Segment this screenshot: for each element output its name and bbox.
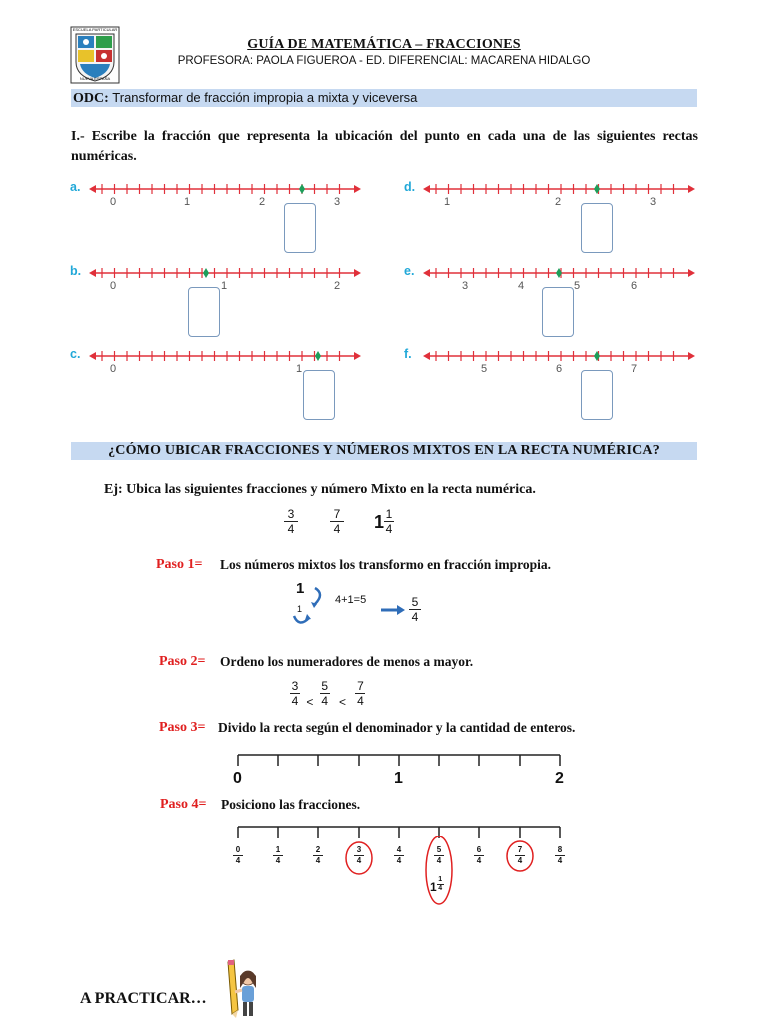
page-subtitle: PROFESORA: PAOLA FIGUEROA - ED. DIFERENCIAL: MACARENA HIDALGO [177, 55, 591, 67]
paso4-label: Paso 4= [160, 797, 207, 812]
paso2-text: Ordeno los numeradores de menos a mayor. [220, 654, 474, 669]
number-line-a [70, 178, 370, 258]
paso3-tick-label: 0 [233, 770, 242, 787]
tick-label: 2 [555, 196, 562, 208]
paso4-fraction: $\frac{0}{4}$ [233, 845, 243, 866]
fraction: $\frac{5}{4}$ [321, 679, 329, 708]
logo-caption-top: ESCUELA PARTICULAR [72, 27, 118, 32]
paso1-diagram [289, 578, 439, 632]
letter-d: d. [404, 180, 416, 194]
example-fractions [284, 507, 394, 538]
answer-box-d[interactable] [581, 203, 613, 253]
number-line-d [404, 178, 704, 258]
answer-box-e[interactable] [542, 287, 574, 337]
letter-e: e. [404, 264, 415, 278]
paso1-label: Paso 1= [156, 557, 203, 572]
mixed-number: 1 $\frac{1}{4}$ [374, 507, 393, 536]
tick-label: 3 [462, 280, 469, 292]
number-line-f [404, 345, 704, 425]
tick-label: 0 [110, 280, 117, 292]
objective-label: ODC: [73, 91, 109, 106]
line-c-svg [88, 345, 363, 369]
paso4-fraction-circled: $\frac{3}{4}$ [354, 845, 364, 868]
paso3-label: Paso 3= [159, 720, 206, 735]
letter-a: a. [70, 180, 81, 194]
fraction: $\frac{7}{4}$ [357, 679, 364, 708]
right-arrow-icon [381, 604, 407, 616]
answer-box-c[interactable] [303, 370, 335, 420]
paso1-result: $\frac{5}{4}$ [409, 595, 421, 624]
paso4-fraction: $\frac{6}{4}$ [474, 845, 484, 868]
curved-arrow-icon [289, 578, 329, 630]
paso4-mixed-number: $^1$ $\frac{1}{4}$ [430, 876, 443, 894]
paso2-ordered-fractions [290, 679, 365, 709]
letter-b: b. [70, 264, 82, 278]
tick-label: 6 [556, 363, 563, 375]
paso3-number-line [228, 752, 573, 768]
tick-label: 7 [631, 363, 638, 375]
paso2-label: Paso 2= [159, 654, 206, 669]
paso1-text: Los números mixtos los transformo en fracción impropia. [220, 557, 551, 572]
paso4-text: Posiciono las fracciones. [221, 797, 361, 812]
line-a-svg [88, 178, 363, 202]
number-line-c [70, 345, 370, 425]
paso1-calc: 4+1=5 [335, 594, 367, 606]
fraction: $\frac{3}{4}$ [291, 679, 299, 708]
letter-f: f. [404, 347, 412, 361]
tick-label: 6 [631, 280, 638, 292]
paso4-fraction: $\frac{1}{4}$ [273, 845, 283, 868]
tick-label: 0 [110, 196, 117, 208]
number-line-b [70, 262, 370, 342]
red-circles [340, 836, 550, 908]
number-line-e [404, 262, 704, 342]
practice-heading: A PRACTICAR… [80, 990, 207, 1007]
paso1-small: 1 [297, 604, 303, 614]
tick-label: 2 [259, 196, 266, 208]
tick-label: 5 [574, 280, 581, 292]
page-title: GUÍA DE MATEMÁTICA – FRACCIONES [247, 37, 521, 52]
objective-text: Transformar de fracción impropia a mixta y viceversa [112, 90, 418, 105]
tick-label: 5 [481, 363, 488, 375]
section1-instruction: I.- Escribe la fracción que representa la ubicación del punto en cada una de las siguientes rectas numéricas. [71, 129, 698, 164]
paso3-tick-label: 1 [394, 770, 403, 787]
fraction: $\frac{7}{4}$ [330, 507, 344, 536]
logo-caption-bottom: NUEVA ESPAÑA [79, 76, 111, 81]
paso4-fraction: $\frac{4}{4}$ [394, 845, 404, 868]
tick-label: 3 [334, 196, 341, 208]
answer-box-f[interactable] [581, 370, 613, 420]
tick-label: 0 [110, 363, 117, 375]
less-than-sign: < [339, 694, 347, 709]
paso4-fraction: $\frac{8}{4}$ [555, 845, 565, 868]
girl-pencil-illustration [218, 958, 260, 1027]
tick-label: 1 [221, 280, 228, 292]
tick-label: 4 [518, 280, 525, 292]
example-text: Ej: Ubica las siguientes fracciones y número Mixto en la recta numérica. [104, 482, 536, 497]
tick-label: 3 [650, 196, 657, 208]
answer-box-b[interactable] [188, 287, 220, 337]
tick-label: 1 [184, 196, 191, 208]
tick-label: 1 [444, 196, 451, 208]
answer-box-a[interactable] [284, 203, 316, 253]
letter-c: c. [70, 347, 81, 361]
paso3-text: Divido la recta según el denominador y la cantidad de enteros. [218, 720, 576, 735]
paso4-fraction-circled: $\frac{5}{4}$ [434, 845, 444, 868]
section2-title: ¿CÓMO UBICAR FRACCIONES Y NÚMEROS MIXTOS EN LA RECTA NUMÉRICA? [71, 442, 697, 460]
paso1-whole: 1 [296, 580, 305, 597]
less-than-sign: < [306, 694, 314, 709]
paso4-fraction-circled: $\frac{7}{4}$ [515, 845, 525, 868]
tick-label: 1 [296, 363, 303, 375]
fraction: $\frac{3}{4}$ [284, 507, 298, 536]
objective-bar [71, 89, 697, 107]
tick-label: 2 [334, 280, 341, 292]
paso4-fraction: $\frac{2}{4}$ [313, 845, 323, 868]
paso3-tick-label: 2 [555, 770, 564, 787]
